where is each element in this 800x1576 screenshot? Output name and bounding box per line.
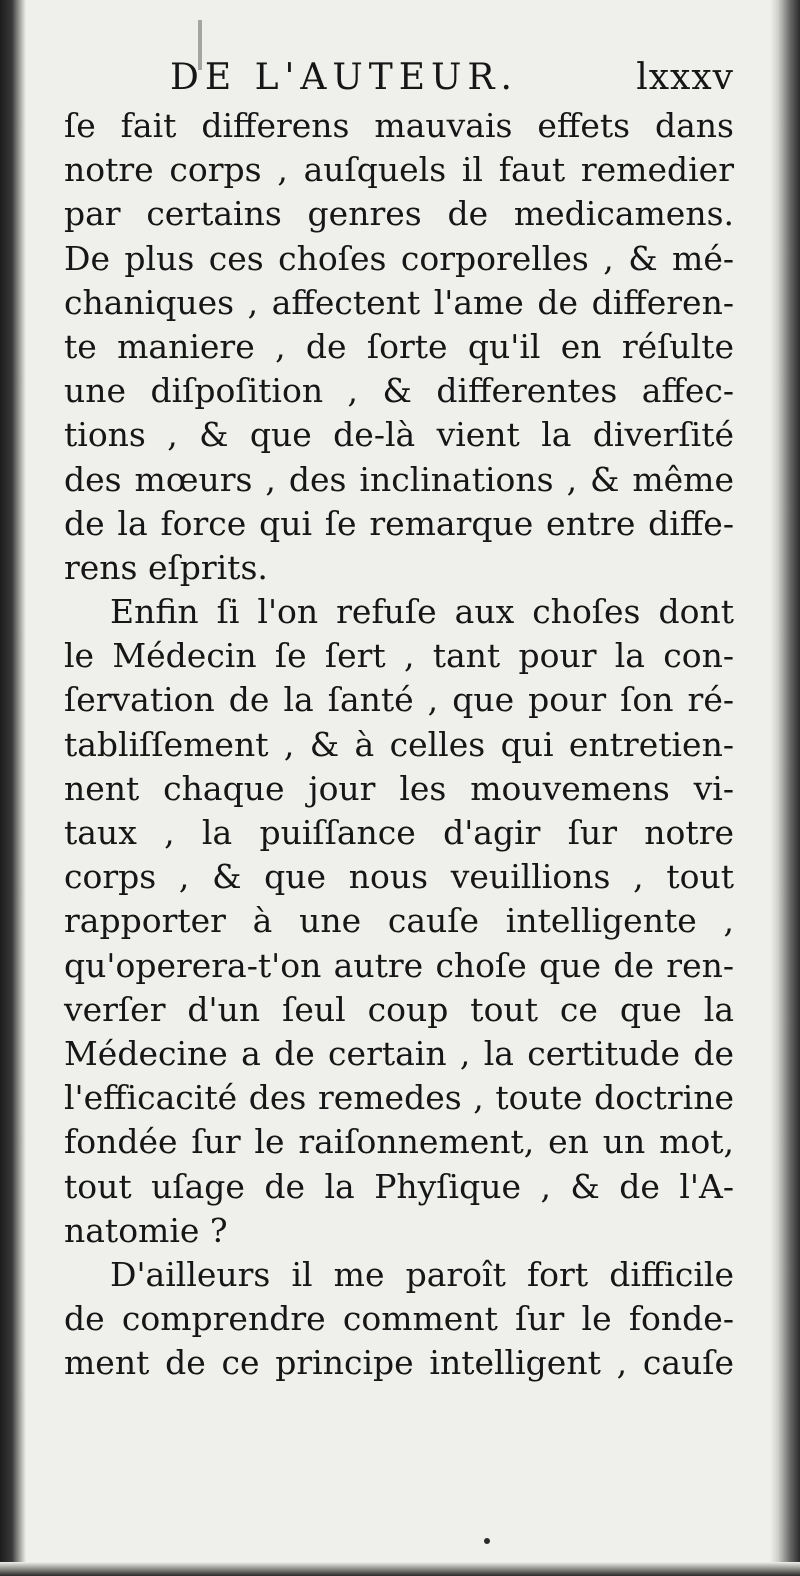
text-line: de comprendre comment ſur le fonde- [64,1299,734,1339]
text-line: des mœurs , des inclinations , & même [64,459,734,499]
text-line: ſe fait differens mauvais effets dans [64,106,734,145]
text-line: nent chaque jour les mouvemens vi- [64,768,734,808]
text-line: tions , & que de-là vient la diverſité [64,415,734,455]
paragraph-end-line: natomie ? [64,1210,228,1250]
text-line: Médecine a de certain , la certitude de [64,1033,734,1073]
text-line: ment de ce principe intelligent , cauſe [64,1343,734,1383]
text-line: verſer d'un ſeul coup tout ce que la [64,989,734,1029]
text-line: te maniere , de ſorte qu'il en réſulte [64,326,734,366]
page-header [64,52,734,104]
paragraph-end-line: rens eſprits. [64,547,268,587]
text-line: ſervation de la ſanté , que pour ſon ré- [64,680,734,720]
text-line: corps , & que nous veuillions , tout [64,857,734,897]
text-line: chaniques , affectent l'ame de differen- [64,282,734,322]
text-line: rapporter à une cauſe intelligente , [64,901,734,941]
text-line: qu'operera-t'on autre choſe que de ren- [64,945,734,985]
text-line: tout uſage de la Phyſique , & de l'A- [64,1166,734,1206]
text-line: tabliſſement , & à celles qui entretien- [64,724,734,764]
text-line: De plus ces choſes corporelles , & mé- [64,238,734,278]
text-line: une diſpoſition , & differentes affec- [64,371,734,411]
text-line: le Médecin ſe ſert , tant pour la con- [64,636,734,676]
running-head: DE L'AUTEUR. [170,57,518,98]
page-left-edge [0,0,26,1576]
page-bottom-edge [0,1562,800,1576]
text-line: fondée ſur le raiſonnement, en un mot, [64,1122,734,1162]
text-line: notre corps , auſquels il faut remedier [64,150,734,190]
paragraph-start-line: D'ailleurs il me paroît fort difficile [110,1254,734,1294]
text-line: l'efficacité des remedes , toute doctrine [64,1078,734,1118]
page-right-edge [770,0,800,1576]
ink-dot [484,1538,490,1544]
text-line: taux , la puiſſance d'agir ſur notre [64,813,734,852]
paragraph-start-line: Enfin ſi l'on refuſe aux choſes dont [110,592,734,632]
body-text [64,104,734,1385]
page-number: lxxxv [636,57,734,98]
text-line: par certains genres de medicamens. [64,194,734,234]
text-line: de la force qui ſe remarque entre diffe- [64,503,734,543]
